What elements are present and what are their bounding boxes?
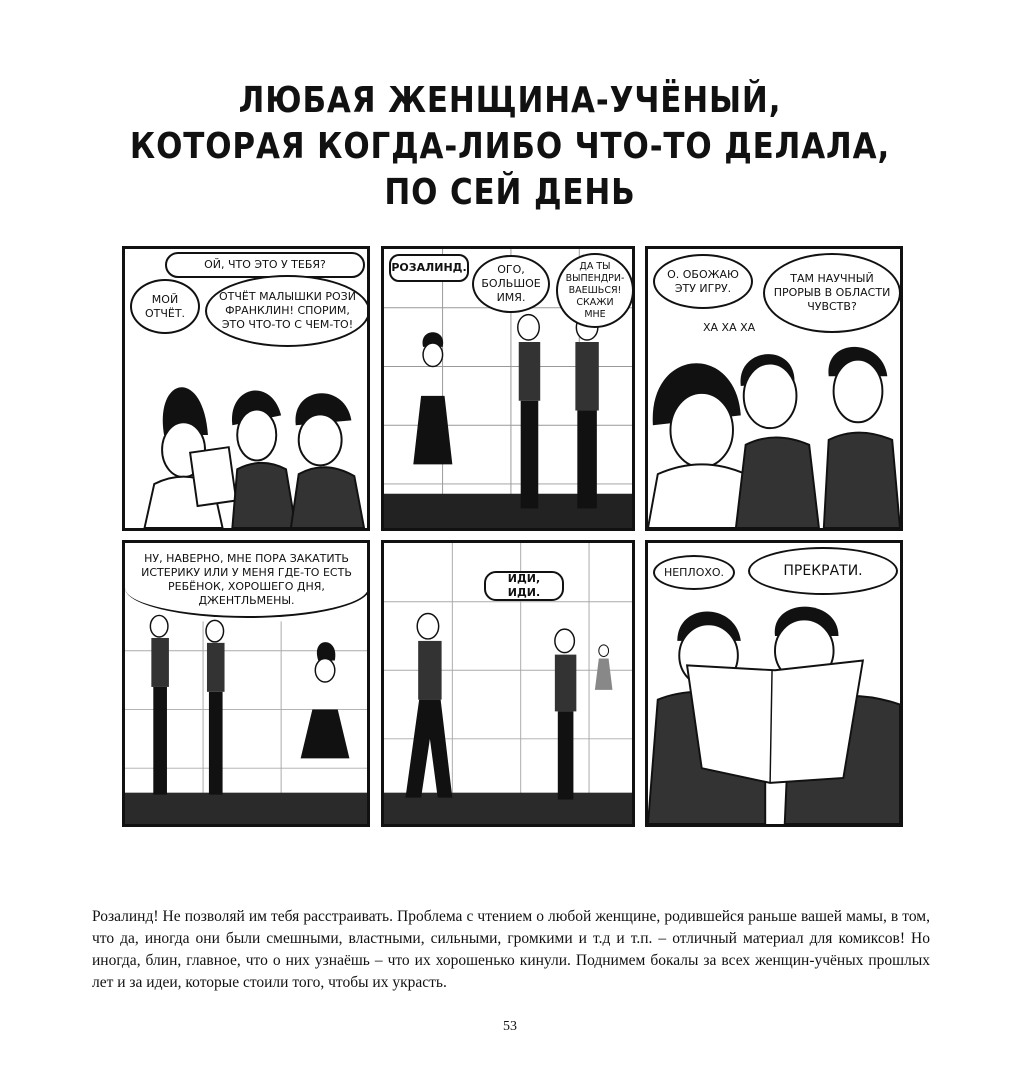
comic-panel-5 (381, 540, 635, 827)
title-line-2: КОТОРАЯ КОГДА-ЛИБО ЧТО-ТО ДЕЛАЛА, (129, 126, 891, 167)
comic-panel-1 (122, 246, 370, 531)
comic-panel-3 (645, 246, 903, 531)
speech-bubble: ДА ТЫ ВЫПЕНДРИ-ВАЕШЬСЯ! СКАЖИ МНЕ (556, 253, 634, 328)
laughter-sfx: ХА ХА ХА (703, 321, 756, 334)
speech-bubble: РОЗАЛИНД. (389, 254, 469, 282)
title-line-3: ПО СЕЙ ДЕНЬ (384, 172, 636, 213)
speech-bubble: ТАМ НАУЧНЫЙ ПРОРЫВ В ОБЛАСТИ ЧУВСТВ? (763, 253, 901, 333)
speech-bubble: ПРЕКРАТИ. (748, 547, 898, 595)
speech-bubble: ИДИ, ИДИ. (484, 571, 564, 601)
speech-bubble: НЕПЛОХО. (653, 555, 735, 590)
page-number: 53 (503, 1019, 517, 1034)
page-title (71, 78, 948, 216)
speech-bubble: ОЙ, ЧТО ЭТО У ТЕБЯ? (165, 252, 365, 278)
comic-panel-6 (645, 540, 903, 827)
speech-bubble: ОГО, БОЛЬШОЕ ИМЯ. (472, 255, 550, 313)
speech-bubble: НУ, НАВЕРНО, МНЕ ПОРА ЗАКАТИТЬ ИСТЕРИКУ ИЛИ У МЕНЯ ГДЕ-ТО ЕСТЬ РЕБЁНОК, ХОРОШЕГО ДНЯ, ДЖЕНТЛЬМЕНЫ. (125, 543, 370, 618)
comic-panel-2 (381, 246, 635, 531)
title-line-1: ЛЮБАЯ ЖЕНЩИНА-УЧЁНЫЙ, (238, 80, 782, 121)
caption-text: Розалинд! Не позволяй им тебя расстраивать. Проблема с чтением о любой женщине, родившейся раньше вашей мамы, в том, что да, иногда они были смешными, властными, сильными, громкими и т.д и т.п. – отличный материал для комиксов! Но иногда, блин, главное, что о них узнаёшь – что их хорошенько кинули. Поднимем бокалы за всех женщин-учёных прошлых лет и за идеи, которые стоили того, чтобы их украсть. (92, 907, 930, 991)
speech-bubble: ОТЧЁТ МАЛЫШКИ РОЗИ ФРАНКЛИН! СПОРИМ, ЭТО ЧТО-ТО С ЧЕМ-ТО! (205, 275, 370, 347)
comic-panel-4 (122, 540, 370, 827)
speech-bubble: МОЙ ОТЧЁТ. (130, 279, 200, 334)
speech-bubble: О. ОБОЖАЮ ЭТУ ИГРУ. (653, 254, 753, 309)
